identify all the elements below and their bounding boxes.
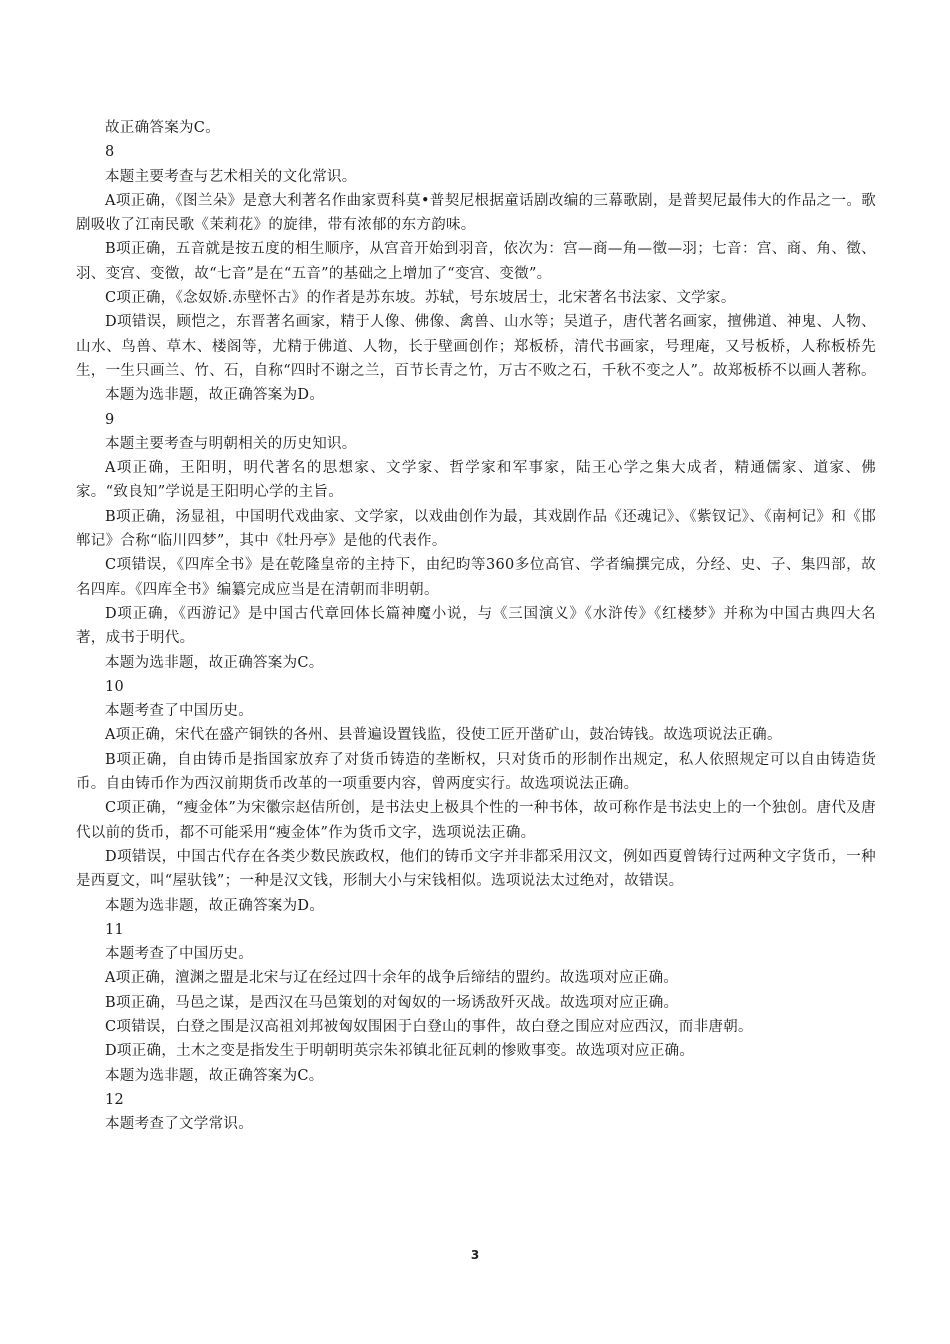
- paragraph: 本题为选非题，故正确答案为D。: [105, 387, 325, 404]
- page-number: 3: [470, 1248, 480, 1262]
- paragraph: C项正确，“瘦金体”为宋徽宗赵佶所创，是书法史上极具个性的一种书体，故可称作是书法史上的一个独创。唐代及唐代以前的货币，都不可能采用“瘦金体”作为货币文字，选项说法正确。: [76, 800, 876, 841]
- paragraph: A项正确，《图兰朵》是意大利著名作曲家贾科莫•普契尼根据童话剧改编的三幕歌剧，是普契尼最伟大的作品之一。歌剧吸收了江南民歌《茉莉花》的旋律，带有浓郁的东方韵味。: [76, 192, 876, 234]
- paragraph: 本题为选非题，故正确答案为C。: [105, 654, 324, 671]
- paragraph: B项正确，汤显祖，中国明代戏曲家、文学家，以戏曲创作为最，其戏剧作品《还魂记》、《紫钗记》、《南柯记》和《邯郸记》合称“临川四梦”，其中《牡丹亭》是他的代表作。: [76, 508, 876, 550]
- paragraph: 本题主要考查与明朝相关的历史知识。: [105, 435, 357, 452]
- paragraph: 本题主要考查与艺术相关的文化常识。: [105, 168, 357, 185]
- paragraph: D项错误，顾恺之，东晋著名画家，精于人像、佛像、禽兽、山水等；吴道子，唐代著名画家，擅佛道、神鬼、人物、山水、鸟兽、草木、楼阁等，尤精于佛道、人物，长于壁画创作；郑板桥，清代书画家，号理庵，又号板桥，人称板桥先生，一生只画兰、竹、石，自称“四时不谢之兰，百节长青之竹，万古不败之石，千秋不变之人”。故郑板桥不以画人著称。: [76, 314, 876, 379]
- paragraph: 本题考查了中国历史。: [105, 946, 253, 963]
- paragraph: A项正确，宋代在盛产铜铁的各州、县普遍设置钱监，役使工匠开凿矿山，鼓冶铸钱。故选项说法正确。: [105, 727, 782, 744]
- paragraph: D项错误，中国古代存在各类少数民族政权，他们的铸币文字并非都采用汉文，例如西夏曾铸行过两种文字货币，一种是西夏文，叫“屋驮钱”；一种是汉文钱，形制大小与宋钱相似。选项说法太过绝对，故错误。: [76, 848, 876, 890]
- paragraph: B项正确，马邑之谋，是西汉在马邑策划的对匈奴的一场诱敌歼灭战。故选项对应正确。: [105, 994, 679, 1011]
- paragraph: D项正确，土木之变是指发生于明朝明英宗朱祁镇北征瓦剌的惨败事变。故选项对应正确。: [105, 1043, 695, 1060]
- paragraph: C项错误，白登之围是汉高祖刘邦被匈奴围困于白登山的事件，故白登之围应对应西汉，而非唐朝。: [105, 1018, 753, 1035]
- paragraph: 本题为选非题，故正确答案为C。: [105, 1067, 324, 1084]
- question-number: 10: [105, 678, 125, 695]
- paragraph: C项正确，《念奴娇.赤壁怀古》的作者是苏东坡。苏轼，号东坡居士，北宋著名书法家、文学家。: [105, 290, 736, 307]
- question-number: 9: [105, 411, 115, 428]
- paragraph: D项正确，《西游记》是中国古代章回体长篇神魔小说，与《三国演义》《水浒传》《红楼梦》并称为中国古典四大名著，成书于明代。: [76, 605, 876, 647]
- paragraph: 本题考查了中国历史。: [105, 703, 253, 720]
- paragraph: A项正确，澶渊之盟是北宋与辽在经过四十余年的战争后缔结的盟约。故选项对应正确。: [105, 970, 679, 987]
- question-number: 11: [105, 921, 125, 938]
- answer-explanations: [76, 116, 876, 1136]
- paragraph: 本题考查了文学常识。: [105, 1116, 253, 1133]
- paragraph: 故正确答案为C。: [105, 120, 220, 136]
- paragraph: 本题为选非题，故正确答案为D。: [105, 897, 325, 914]
- paragraph: B项正确，五音就是按五度的相生顺序，从宫音开始到羽音，依次为：宫—商—角—徵—羽；七音：宫、商、角、徵、羽、变宫、变徵，故“七音”是在“五音”的基础之上增加了“变宫、变徵”。: [76, 241, 876, 282]
- question-number: 12: [105, 1091, 125, 1108]
- question-number: 8: [105, 144, 115, 161]
- paragraph: C项错误，《四库全书》是在乾隆皇帝的主持下，由纪昀等360多位高官、学者编撰完成，分经、史、子、集四部，故名四库。《四库全书》编纂完成应当是在清朝而非明朝。: [76, 557, 876, 598]
- paragraph: B项正确，自由铸币是指国家放弃了对货币铸造的垄断权，只对货币的形制作出规定，私人依照规定可以自由铸造货币。自由铸币作为西汉前期货币改革的一项重要内容，曾两度实行。故选项说法正确。: [76, 751, 876, 793]
- paragraph: A项正确，王阳明，明代著名的思想家、文学家、哲学家和军事家，陆王心学之集大成者，精通儒家、道家、佛家。“致良知”学说是王阳明心学的主旨。: [76, 460, 876, 501]
